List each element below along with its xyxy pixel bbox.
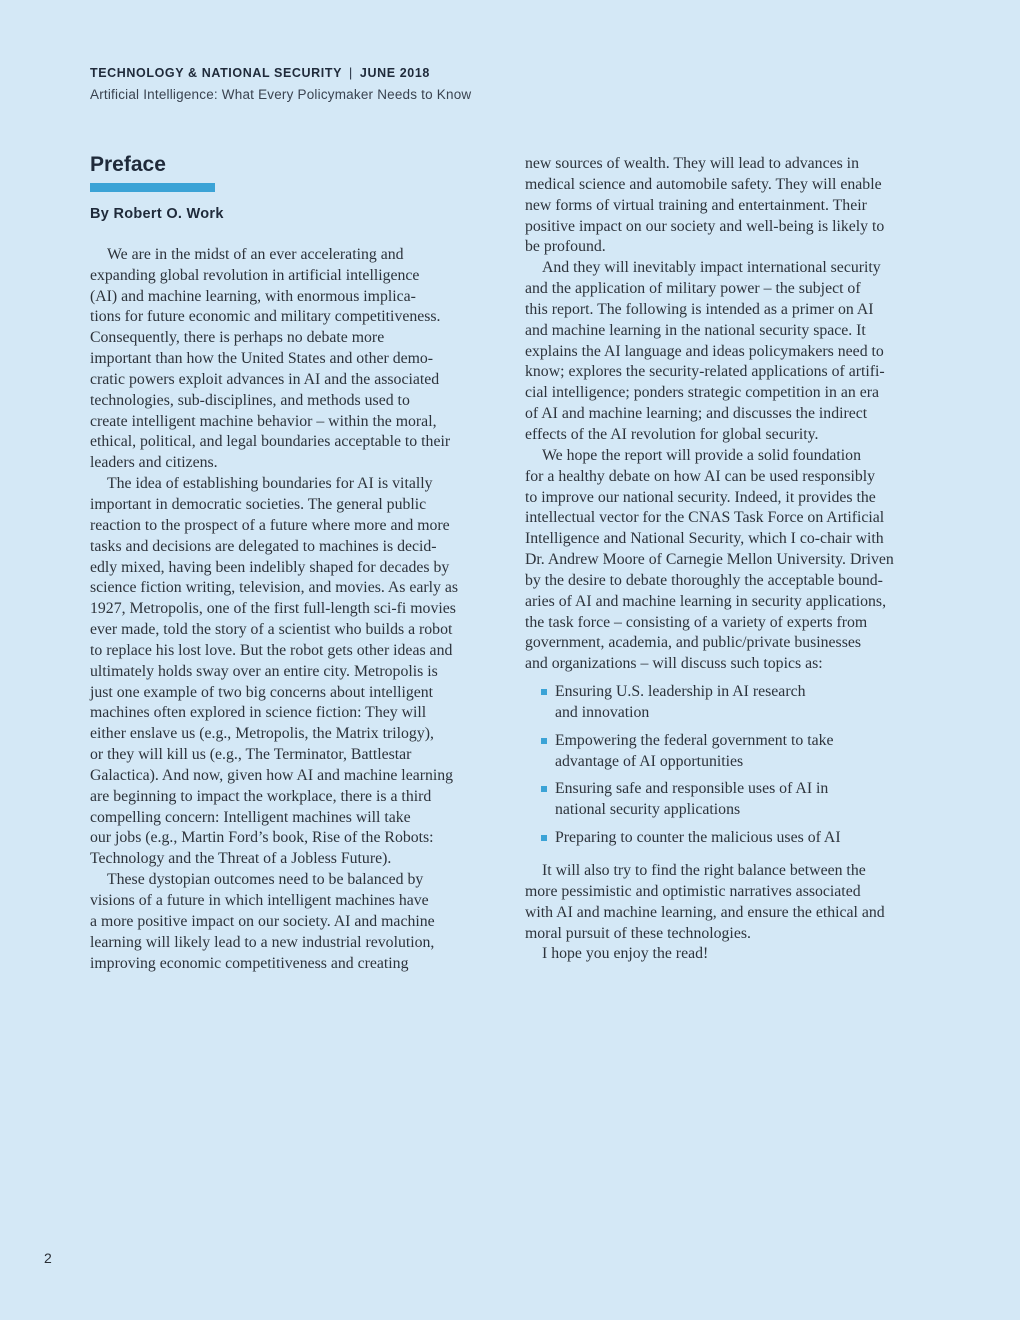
header-section: TECHNOLOGY & NATIONAL SECURITY: [90, 66, 343, 80]
text-line: Galactica). And now, given how AI and machine learning: [90, 766, 454, 784]
text-line: 1927, Metropolis, one of the first full-length sci-fi movies: [90, 600, 456, 618]
text-line: know; explores the security-related applications of artifi-: [525, 363, 885, 381]
text-line: effects of the AI revolution for global security.: [525, 425, 819, 443]
text-line: important than how the United States and other demo-: [90, 350, 434, 368]
text-line: and the application of military power – the subject of: [525, 280, 861, 298]
text-line: and organizations – will discuss such topics as:: [525, 655, 823, 673]
text-line: to replace his lost love. But the robot gets other ideas and: [90, 641, 453, 659]
text-line: aries of AI and machine learning in security applications,: [525, 592, 887, 610]
header-subtitle: Artificial Intelligence: What Every Policymaker Needs to Know: [90, 87, 472, 102]
text-line: new forms of virtual training and entertainment. Their: [525, 196, 867, 214]
bullet-item: [525, 828, 935, 849]
page-header: [90, 66, 471, 102]
text-line: our jobs (e.g., Martin Ford’s book, Rise of the Robots:: [90, 829, 434, 847]
text-line: just one example of two big concerns about intelligent: [90, 683, 434, 701]
page-number: 2: [44, 1250, 52, 1266]
text-line: medical science and automobile safety. They will enable: [525, 175, 882, 193]
text-line: edly mixed, having been indelibly shaped for decades by: [90, 558, 450, 576]
bullet-text-line: advantage of AI opportunities: [555, 752, 744, 770]
right-column-text-bottom: [525, 861, 935, 965]
text-line: government, academia, and public/private businesses: [525, 634, 862, 652]
text-line: create intelligent machine behavior – within the moral,: [90, 412, 437, 430]
text-line: machines often explored in science fiction: They will: [90, 704, 427, 722]
text-line: technologies, sub-disciplines, and methods used to: [90, 391, 410, 409]
bullet-item: [525, 779, 935, 821]
text-line: Consequently, there is perhaps no debate more: [90, 329, 385, 347]
text-line: Technology and the Threat of a Jobless Future).: [90, 850, 392, 868]
right-column-text-top: [525, 154, 935, 675]
title-accent-bar: [90, 183, 215, 192]
bullet-square-icon: [541, 738, 547, 744]
bullet-square-icon: [541, 835, 547, 841]
bullet-text-line: national security applications: [555, 801, 741, 819]
bullet-text-line: Ensuring safe and responsible uses of AI in: [555, 780, 829, 798]
header-separator: |: [349, 66, 353, 80]
text-line: And they will inevitably impact international security: [542, 259, 881, 277]
text-line: tasks and decisions are delegated to machines is decid-: [90, 537, 437, 555]
text-line: We are in the midst of an ever accelerating and: [107, 245, 404, 263]
text-line: important in democratic societies. The general public: [90, 495, 427, 513]
text-line: ever made, told the story of a scientist who builds a robot: [90, 621, 453, 639]
preface-title: Preface: [90, 153, 166, 176]
text-line: expanding global revolution in artificial intelligence: [90, 266, 420, 284]
bullet-item: [525, 731, 935, 773]
text-line: leaders and citizens.: [90, 454, 218, 472]
text-line: intellectual vector for the CNAS Task Force on Artificial: [525, 509, 885, 527]
text-line: are beginning to impact the workplace, there is a third: [90, 787, 432, 805]
text-line: learning will likely lead to a new industrial revolution,: [90, 933, 435, 951]
bullet-text-line: and innovation: [555, 703, 650, 721]
text-line: be profound.: [525, 238, 606, 256]
text-line: ultimately holds sway over an entire city. Metropolis is: [90, 662, 438, 680]
bullet-square-icon: [541, 786, 547, 792]
text-line: of AI and machine learning; and discusses the indirect: [525, 405, 868, 423]
text-line: a more positive impact on our society. AI and machine: [90, 912, 435, 930]
text-line: either enslave us (e.g., Metropolis, the Matrix trilogy),: [90, 725, 434, 743]
header-section-line: [90, 66, 471, 80]
bullet-text-line: Empowering the federal government to take: [555, 731, 834, 749]
text-line: to improve our national security. Indeed, it provides the: [525, 488, 876, 506]
left-column-text: [90, 245, 498, 975]
text-line: ethical, political, and legal boundaries acceptable to their: [90, 433, 451, 451]
text-line: visions of a future in which intelligent machines have: [90, 892, 429, 909]
text-line: new sources of wealth. They will lead to advances in: [525, 155, 859, 172]
text-line: We hope the report will provide a solid foundation: [542, 446, 861, 464]
text-line: The idea of establishing boundaries for AI is vitally: [107, 475, 433, 493]
text-line: positive impact on our society and well-being is likely to: [525, 217, 885, 235]
text-line: explains the AI language and ideas policymakers need to: [525, 342, 884, 360]
text-line: Intelligence and National Security, which I co-chair with: [525, 530, 884, 548]
text-line: These dystopian outcomes need to be balanced by: [107, 871, 424, 889]
topics-bullet-list: [525, 682, 935, 849]
text-line: more pessimistic and optimistic narratives associated: [525, 882, 861, 900]
text-line: with AI and machine learning, and ensure the ethical and: [525, 903, 885, 921]
text-line: or they will kill us (e.g., The Terminator, Battlestar: [90, 746, 412, 764]
text-line: by the desire to debate thoroughly the acceptable bound-: [525, 571, 883, 589]
text-line: cratic powers exploit advances in AI and the associated: [90, 370, 440, 388]
text-line: tions for future economic and military competitiveness.: [90, 308, 441, 326]
text-line: the task force – consisting of a variety of experts from: [525, 613, 868, 631]
right-column: [525, 154, 935, 965]
header-date: JUNE 2018: [359, 66, 430, 80]
text-line: cial intelligence; ponders strategic competition in an era: [525, 384, 879, 402]
text-line: Dr. Andrew Moore of Carnegie Mellon University. Driven: [525, 551, 894, 569]
byline: By Robert O. Work: [90, 206, 224, 222]
text-line: I hope you enjoy the read!: [542, 945, 709, 963]
bullet-square-icon: [541, 689, 547, 695]
text-line: It will also try to find the right balance between the: [542, 862, 866, 879]
bullet-text-line: Ensuring U.S. leadership in AI research: [555, 683, 806, 701]
text-line: moral pursuit of these technologies.: [525, 924, 751, 942]
text-line: improving economic competitiveness and creating: [90, 954, 409, 972]
bullet-text-line: Preparing to counter the malicious uses of AI: [555, 829, 841, 847]
text-line: science fiction writing, television, and movies. As early as: [90, 579, 459, 597]
bullet-item: [525, 682, 935, 724]
text-line: (AI) and machine learning, with enormous implica-: [90, 287, 416, 305]
left-column: [90, 154, 498, 974]
text-line: and machine learning in the national security space. It: [525, 321, 866, 339]
text-line: reaction to the prospect of a future where more and more: [90, 516, 450, 534]
text-line: compelling concern: Intelligent machines will take: [90, 808, 411, 826]
text-line: this report. The following is intended as a primer on AI: [525, 300, 874, 318]
text-line: for a healthy debate on how AI can be used responsibly: [525, 467, 876, 485]
